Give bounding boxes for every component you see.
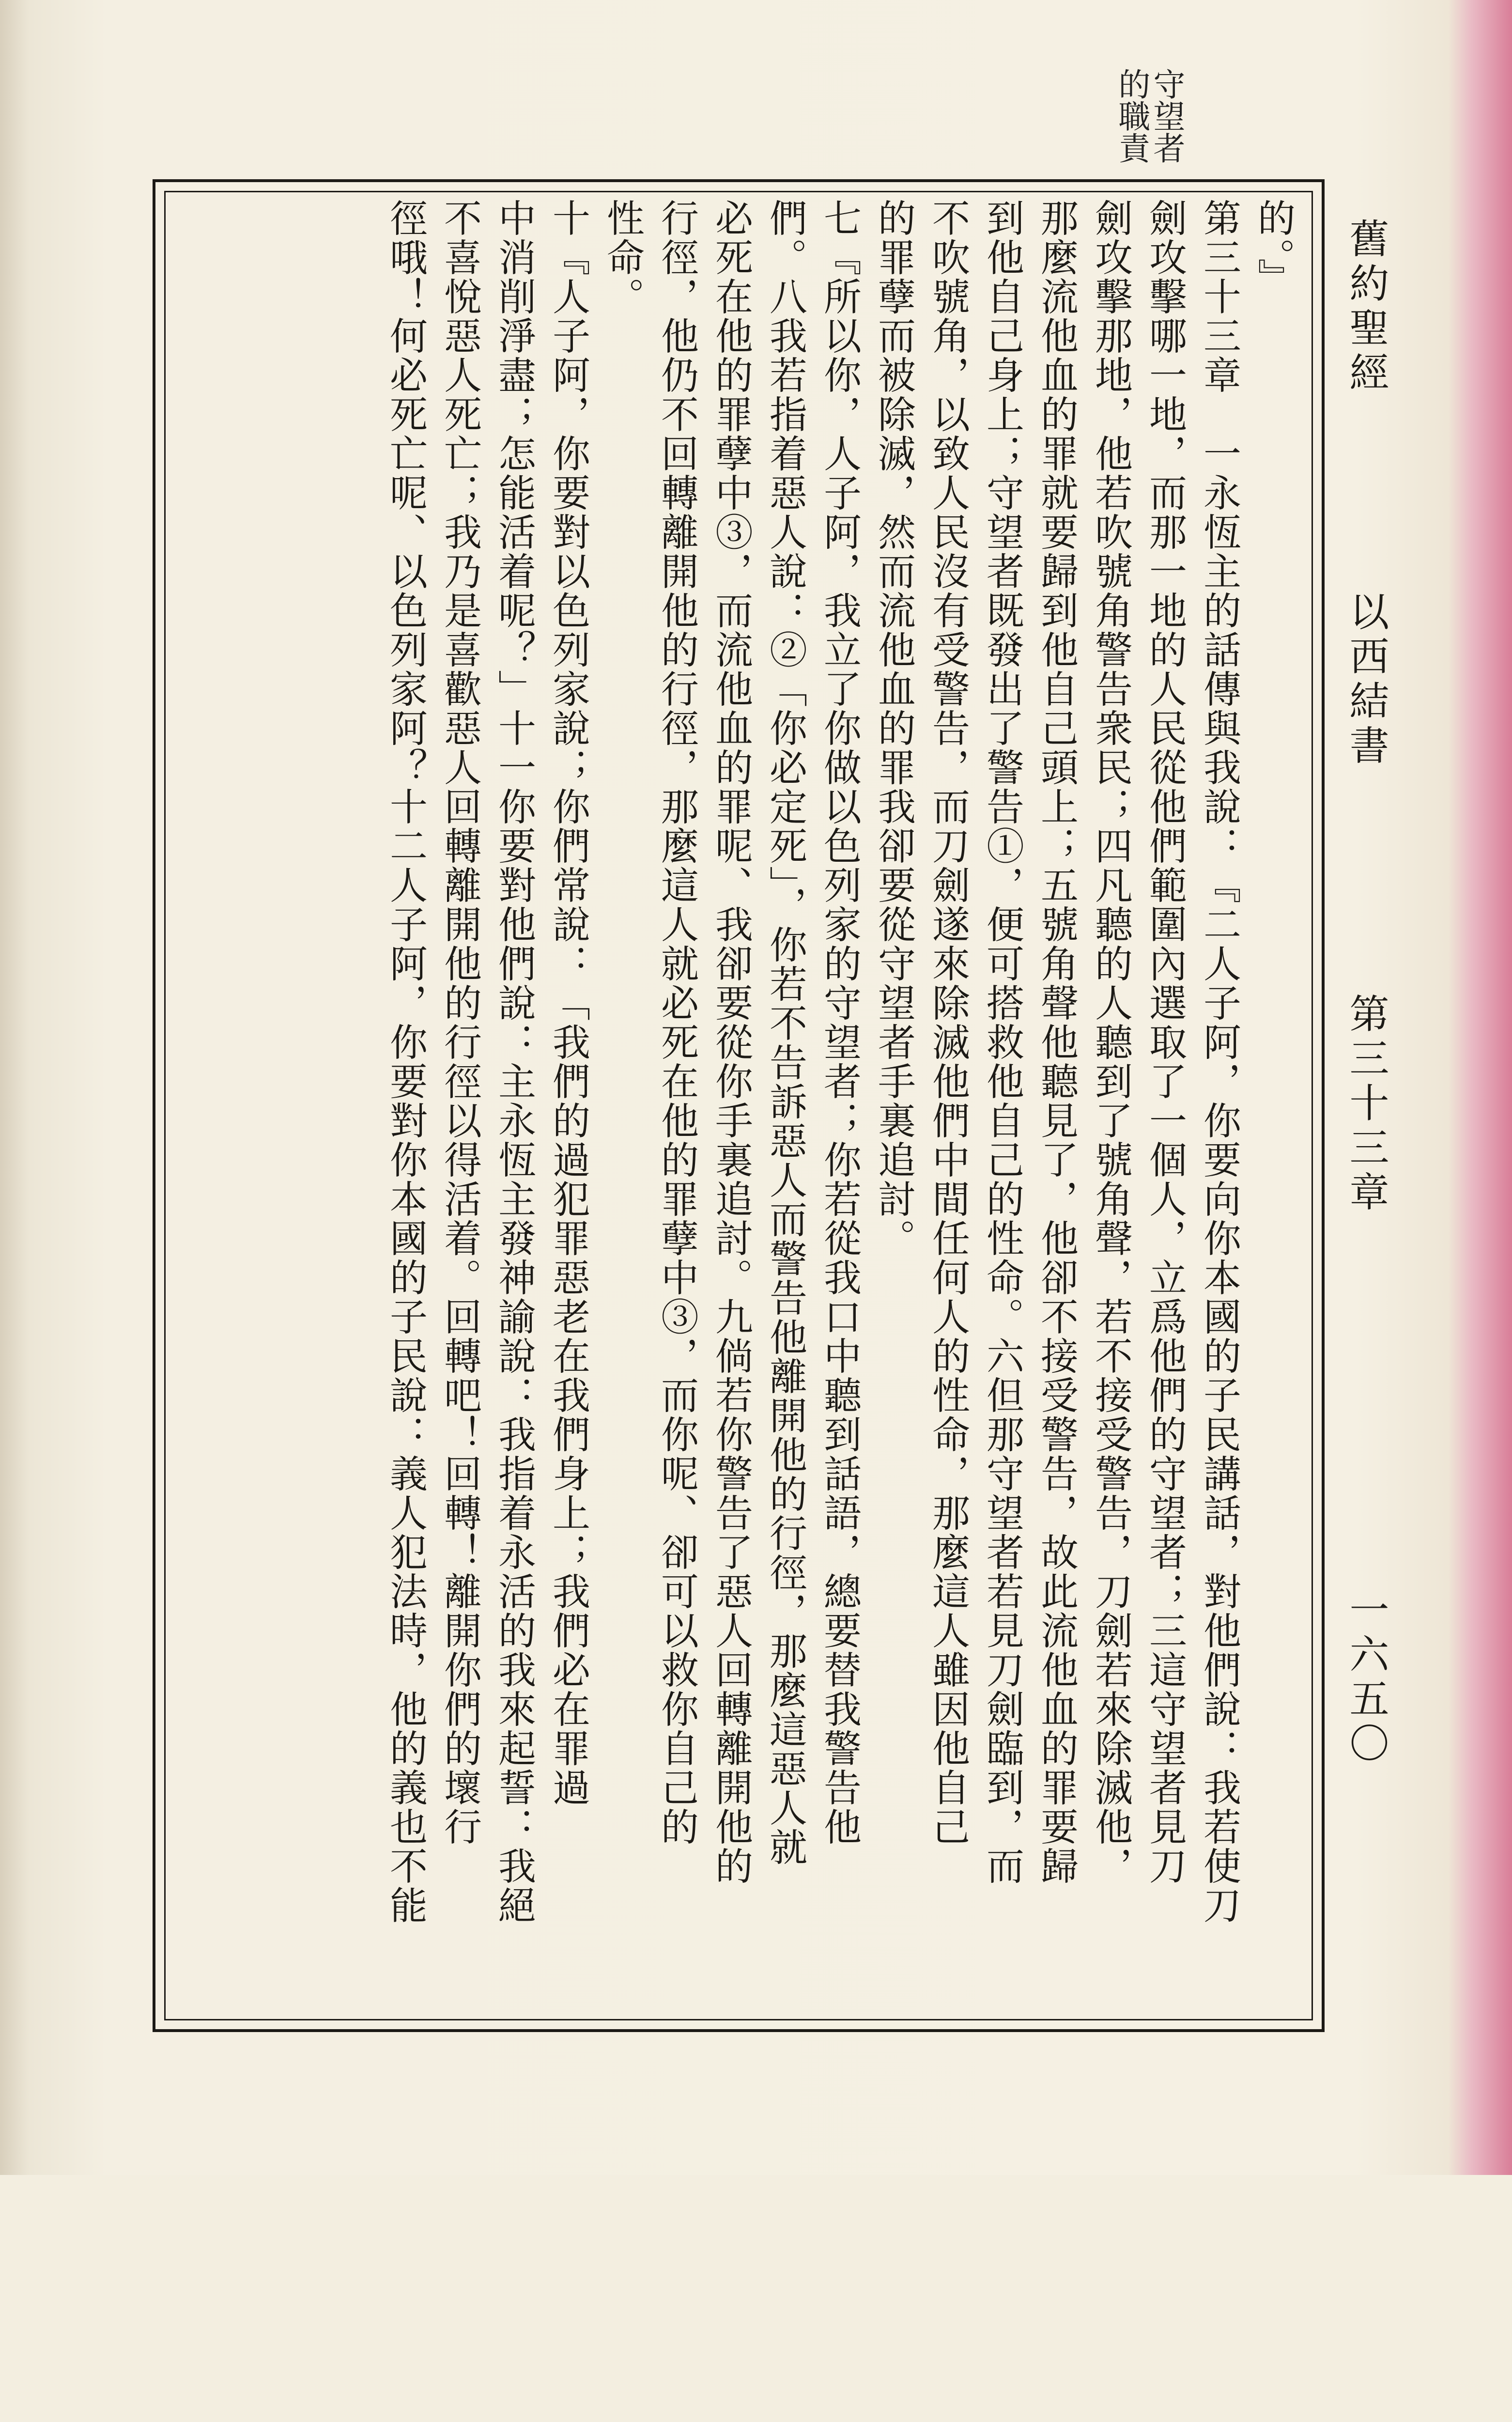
text-column: 必死在他的罪孽中③，而流他血的罪呢、我卻要從你手裏追討。九倘若你警告了惡人回轉離開他的 [709,199,753,1886]
text-column: 不吹號角，以致人民沒有受警告，而刀劍遂來除滅他們中間任何人的性命，那麼這人雖因他自己 [926,199,970,1847]
text-column: 十『人子阿，你要對以色列家說；你們常說：「我們的過犯罪惡老在我們身上；我們必在罪過 [546,199,590,1807]
text-column: 那麼流他血的罪就要歸到他自己頭上；五號角聲他聽見了，他卻不接受警告，故此流他血的罪要歸 [1034,199,1078,1886]
text-column: 的。』 [1251,199,1295,297]
running-header-chapter: 第三十三章 [1343,993,1389,1216]
text-column: 徑哦！何必死亡呢、以色列家阿？十二人子阿，你要對你本國的子民說：義人犯法時，他的義也不能 [384,199,427,1925]
text-column: 劍攻擊哪一地，而那一地的人民從他們範圍內選取了一個人，立爲他們的守望者；三這守望者見刀 [1143,199,1187,1886]
text-column: 不喜悅惡人死亡；我乃是喜歡惡人回轉離開他的行徑以得活着。回轉吧！回轉！離開你們的壞行 [438,199,481,1847]
running-header-book: 以西結書 [1343,591,1389,769]
text-column: 行徑，他仍不回轉離開他的行徑，那麼這人就必死在他的罪孽中③，而你呢、卻可以救你自己的 [655,199,698,1847]
margin-note: 守望者的職責 [1113,68,1185,164]
text-column: 的罪孽而被除滅，然而流他血的罪我卻要從守望者手裏追討。 [872,199,915,1258]
running-header-title: 舊約聖經 [1343,218,1389,396]
text-column: 們。八我若指着惡人說：②「你必定死」，你若不告訴惡人而警告他離開他的行徑，那麼這惡人就 [763,199,807,1867]
text-column: 中消削淨盡；怎能活着呢？」十一你要對他們說：主永恆主發神諭說：我指着永活的我來起誓：我絕 [492,199,536,1925]
text-column: 性命。 [601,199,644,316]
text-column: 第三十三章 一永恆主的話傳與我說：『二人子阿，你要向你本國的子民講話，對他們說：我若使刀 [1197,199,1241,1925]
scripture-text [172,199,1300,2013]
text-column: 七『所以你，人子阿，我立了你做以色列家的守望者；你若從我口中聽到話語，總要替我警告他 [818,199,861,1847]
text-column: 劍攻擊那地，他若吹號角警告衆民；四凡聽的人聽到了號角聲，若不接受警告，刀劍若來除滅他， [1089,199,1132,1886]
page-number: 一六五〇 [1343,1589,1389,1767]
text-column: 到他自己身上；守望者既發出了警告①，便可搭救他自己的性命。六但那守望者若見刀劍臨到，而 [980,199,1024,1886]
